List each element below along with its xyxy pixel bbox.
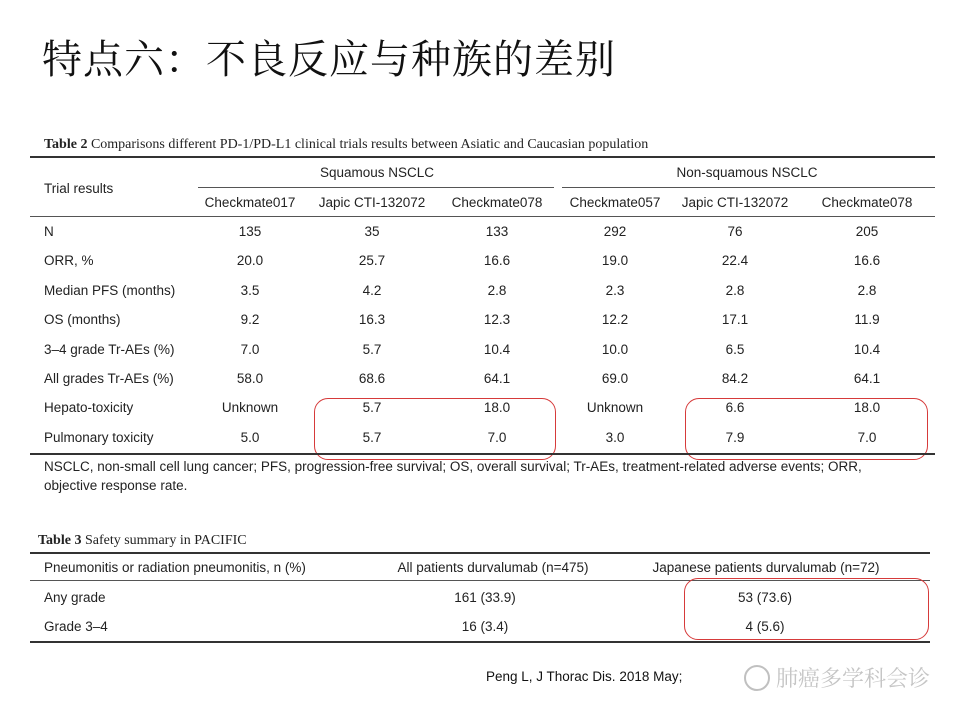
table2-cell: 12.3 bbox=[483, 312, 511, 327]
table3-cell: 4 (5.6) bbox=[745, 619, 785, 634]
table3-caption-number: Table 3 bbox=[38, 533, 82, 548]
table2-cell: 20.0 bbox=[236, 253, 264, 268]
table2-cell: 5.0 bbox=[240, 430, 260, 445]
table2-cell: 19.0 bbox=[601, 253, 629, 268]
table2-cell: 2.8 bbox=[857, 283, 877, 298]
table2-cell: 6.5 bbox=[725, 342, 745, 357]
table2-cell: Unknown bbox=[586, 400, 644, 415]
table2-group-squamous: Squamous NSCLC bbox=[319, 165, 435, 180]
table2-column-header: Japic CTI-132072 bbox=[318, 195, 426, 210]
table2-cell: 84.2 bbox=[721, 371, 749, 386]
table2-row-label: OS (months) bbox=[44, 312, 121, 327]
table2-cell: 11.9 bbox=[854, 312, 880, 327]
table3-bottom-rule bbox=[30, 641, 930, 643]
table2-cell: 7.0 bbox=[240, 342, 260, 357]
table3-caption bbox=[38, 533, 247, 549]
table3-caption-text: Safety summary in PACIFIC bbox=[84, 533, 247, 548]
table2-cell: 2.8 bbox=[487, 283, 507, 298]
table3-header-label: Pneumonitis or radiation pneumonitis, n (%) bbox=[44, 560, 306, 575]
table2-cell: 9.2 bbox=[240, 312, 260, 327]
table2-cell: 4.2 bbox=[362, 283, 382, 298]
table2-cell: 76 bbox=[727, 224, 743, 239]
table2-cell: 68.6 bbox=[358, 371, 386, 386]
table2-cell: 7.0 bbox=[857, 430, 877, 445]
table2-cell: 3.5 bbox=[240, 283, 260, 298]
highlight-box-pacific bbox=[684, 578, 929, 640]
table2-row-label: Median PFS (months) bbox=[44, 283, 176, 298]
table2-row-label: 3–4 grade Tr-AEs (%) bbox=[44, 342, 175, 357]
table2-row-label: All grades Tr-AEs (%) bbox=[44, 371, 174, 386]
table2-cell: 18.0 bbox=[853, 400, 881, 415]
table2-cell: 25.7 bbox=[358, 253, 386, 268]
table2-cell: 64.1 bbox=[483, 371, 511, 386]
table2-cell: 3.0 bbox=[605, 430, 625, 445]
table2-cell: 12.2 bbox=[601, 312, 629, 327]
table2-group-rule-2 bbox=[562, 187, 935, 188]
table2-cell: 18.0 bbox=[483, 400, 511, 415]
table2-group-nonsquamous: Non-squamous NSCLC bbox=[676, 165, 818, 180]
table2-cell: 69.0 bbox=[601, 371, 629, 386]
table2-cell: 16.6 bbox=[483, 253, 511, 268]
table2-cell: 2.3 bbox=[605, 283, 625, 298]
table2-cell: 58.0 bbox=[236, 371, 264, 386]
table3-cell: 161 (33.9) bbox=[454, 590, 516, 605]
highlight-box-squamous bbox=[314, 398, 556, 460]
table2-group-rule-1 bbox=[198, 187, 554, 188]
table2-header-rule bbox=[30, 216, 935, 217]
table2-cell: 5.7 bbox=[362, 400, 382, 415]
table2-row-label: Hepato-toxicity bbox=[44, 400, 134, 415]
watermark bbox=[744, 662, 930, 693]
table2-cell: 16.3 bbox=[358, 312, 386, 327]
table3-row-label: Any grade bbox=[44, 590, 106, 605]
table2-cell: 292 bbox=[603, 224, 627, 239]
table2-cell: 2.8 bbox=[725, 283, 745, 298]
table2-cell: 205 bbox=[855, 224, 879, 239]
table2-cell: 22.4 bbox=[721, 253, 749, 268]
table2-row-header: Trial results bbox=[44, 181, 114, 196]
table2-cell: 135 bbox=[238, 224, 262, 239]
table2-caption-number: Table 2 bbox=[44, 137, 88, 152]
table2-cell: 7.9 bbox=[725, 430, 745, 445]
table2-column-header: Checkmate078 bbox=[821, 195, 913, 210]
table2-column-header: Japic CTI-132072 bbox=[681, 195, 789, 210]
table2-top-rule bbox=[30, 156, 935, 158]
table2-row-label: ORR, % bbox=[44, 253, 94, 268]
table2-cell: 64.1 bbox=[853, 371, 881, 386]
slide-title: 特点六：不良反应与种族的差别 bbox=[42, 37, 616, 83]
watermark-text: 肺癌多学科会诊 bbox=[775, 667, 930, 692]
table2-cell: 10.4 bbox=[483, 342, 511, 357]
table3-row-label: Grade 3–4 bbox=[44, 619, 108, 634]
highlight-box-nonsquamous bbox=[685, 398, 928, 460]
table3-cell: 53 (73.6) bbox=[737, 590, 793, 605]
table2-bottom-rule bbox=[30, 453, 935, 455]
table3-header-all: All patients durvalumab (n=475) bbox=[397, 560, 589, 575]
table2-column-header: Checkmate057 bbox=[569, 195, 661, 210]
table3-header-japanese: Japanese patients durvalumab (n=72) bbox=[652, 560, 880, 575]
table2-column-header: Checkmate017 bbox=[204, 195, 296, 210]
table2-cell: 16.6 bbox=[853, 253, 881, 268]
table2-caption bbox=[44, 137, 648, 153]
table2-row-label: Pulmonary toxicity bbox=[44, 430, 154, 445]
table2-cell: 5.7 bbox=[362, 342, 382, 357]
table2-cell: 35 bbox=[364, 224, 380, 239]
table3-top-rule bbox=[30, 552, 930, 554]
table2-row-label: N bbox=[44, 224, 54, 239]
table2-cell: 5.7 bbox=[362, 430, 382, 445]
table2-cell: 6.6 bbox=[725, 400, 745, 415]
table2-cell: 133 bbox=[485, 224, 509, 239]
table2-footnote-line2: objective response rate. bbox=[44, 478, 188, 493]
citation: Peng L, J Thorac Dis. 2018 May; bbox=[486, 669, 683, 684]
wechat-icon bbox=[744, 665, 770, 691]
table2-footnote-line1: NSCLC, non-small cell lung cancer; PFS, progression-free survival; OS, overall survival; Tr-AEs, treatment-related adverse events; ORR, bbox=[44, 459, 862, 474]
table2-cell: Unknown bbox=[221, 400, 279, 415]
table2-column-header: Checkmate078 bbox=[451, 195, 543, 210]
table2-cell: 10.0 bbox=[601, 342, 629, 357]
table2-cell: 17.1 bbox=[721, 312, 749, 327]
table2-cell: 7.0 bbox=[487, 430, 507, 445]
table2-caption-text: Comparisons different PD-1/PD-L1 clinical trials results between Asiatic and Caucasian population bbox=[90, 137, 649, 152]
table3-cell: 16 (3.4) bbox=[461, 619, 509, 634]
table2-cell: 10.4 bbox=[853, 342, 881, 357]
